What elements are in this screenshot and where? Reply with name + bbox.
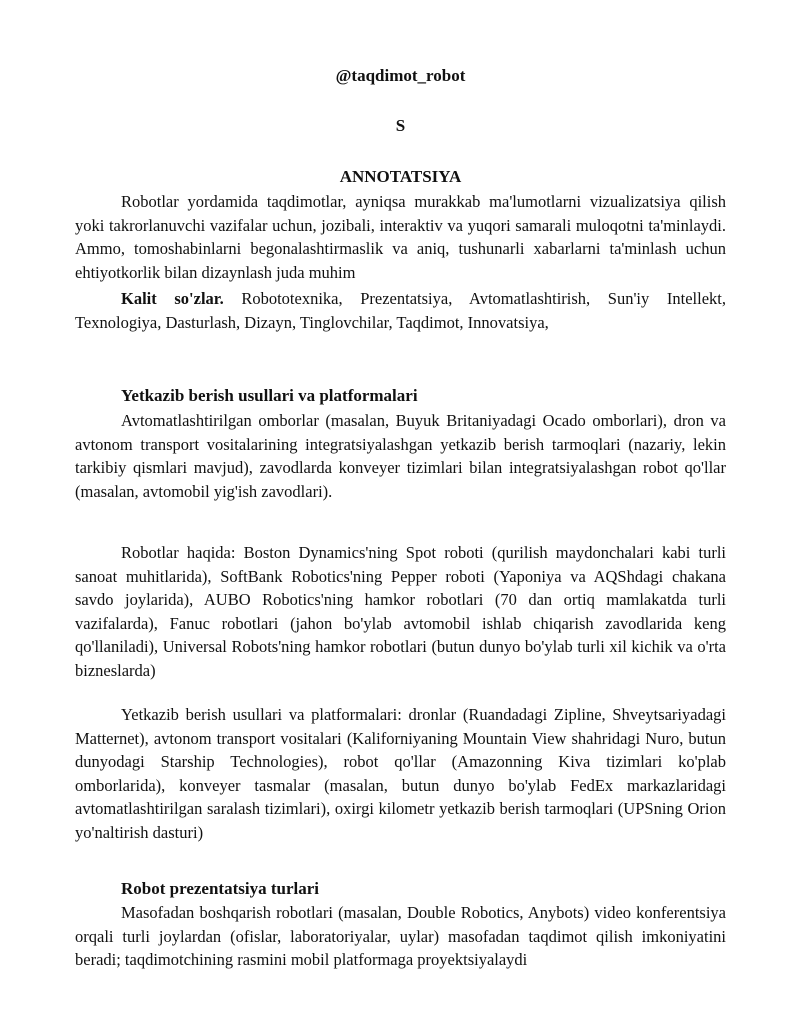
section1-paragraph-2: Robotlar haqida: Boston Dynamics'ning Spot roboti (qurilish maydonchalari kabi turli sanoat muhitlarida), SoftBank Robotics'ning Pepper roboti (Yaponiya va AQShdagi chakana savdo joylarida), AUBO Robotics'ning hamkor robotlari (70 dan ortiq mamlakatda turli vazifalarda), Fanuc robotlari (jahon bo'ylab avtomobil ishlab chiqarish zavodlarida keng qo'llaniladi), Universal Robots'ning hamkor robotlari (butun dunyo bo'ylab turli xil kichik va o'rta bizneslarda) [75,543,726,680]
section1-para1-block [75,409,726,503]
section1-para3-block [75,703,726,844]
channel-handle: @taqdimot_robot [335,66,466,85]
section1-paragraph-1: Avtomatlashtirilgan omborlar (masalan, Buyuk Britaniyadagi Ocado omborlari), dron va avtonom transport vositalarining integratsiyalashgan yetkazib berish tarmoqlari (nazariy, lekin tarkibiy qismlari mavjud), zavodlarda konveyer tizimlari bilan integratsiyalashgan robot qo'llar (masalan, avtomobil yig'ish zavodlari). [75,411,726,501]
section2-para1-block [75,901,726,972]
section1-paragraph-3: Yetkazib berish usullari va platformalari: dronlar (Ruandadagi Zipline, Shveytsariyadagi Matternet), avtonom transport vositalari (Kaliforniyaning Mountain View shahridagi Nuro, butun dunyodagi Starship Technologies), robot qo'llar (Amazonning Kiva tizimlari ko'plab omborlarida), konveyer tasmalar (masalan, butun dunyo bo'ylab FedEx markazlaridagi avtomatlashtirilgan saralash tizimlari), oxirgi kilometr yetkazib berish tarmoqlari (UPSning Orion yo'naltirish dasturi) [75,705,726,842]
section2-paragraph-1: Masofadan boshqarish robotlari (masalan, Double Robotics, Anybots) video konferentsiya orqali turli joylardan (ofislar, laboratoriyalar, uylar) masofadan taqdimot qilish imkoniyatini beradi; taqdimotchining rasmini mobil platformaga proyektsiyalaydi [75,903,726,969]
annotation-block [75,190,726,284]
section1-para2-block [75,541,726,682]
keywords-paragraph [75,287,726,334]
keywords-label: Kalit so'zlar. [121,289,224,308]
annotation-paragraph: Robotlar yordamida taqdimotlar, ayniqsa murakkab ma'lumotlarni vizualizatsiya qilish yoki takrorlanuvchi vazifalar uchun, jozibali, interaktiv va yuqori samarali muloqotni ta'minlaydi. Ammo, tomoshabinlarni begonalashtirmaslik va aniq, tushunarli xabarlarni ta'minlash uchun ehtiyotkorlik bilan dizaynlash juda muhim [75,192,726,282]
section1-heading: Yetkazib berish usullari va platformalari [121,386,418,405]
keywords-text: Robototexnika, Prezentatsiya, Avtomatlashtirish, Sun'iy Intellekt, Texnologiya, Dasturlash, Dizayn, Tinglovchilar, Taqdimot, Innovatsiya, [75,289,726,332]
annotation-title: ANNOTATSIYA [339,167,462,186]
section2-heading: Robot prezentatsiya turlari [121,879,319,898]
section-mark: S [395,116,406,135]
keywords-block [75,287,726,334]
